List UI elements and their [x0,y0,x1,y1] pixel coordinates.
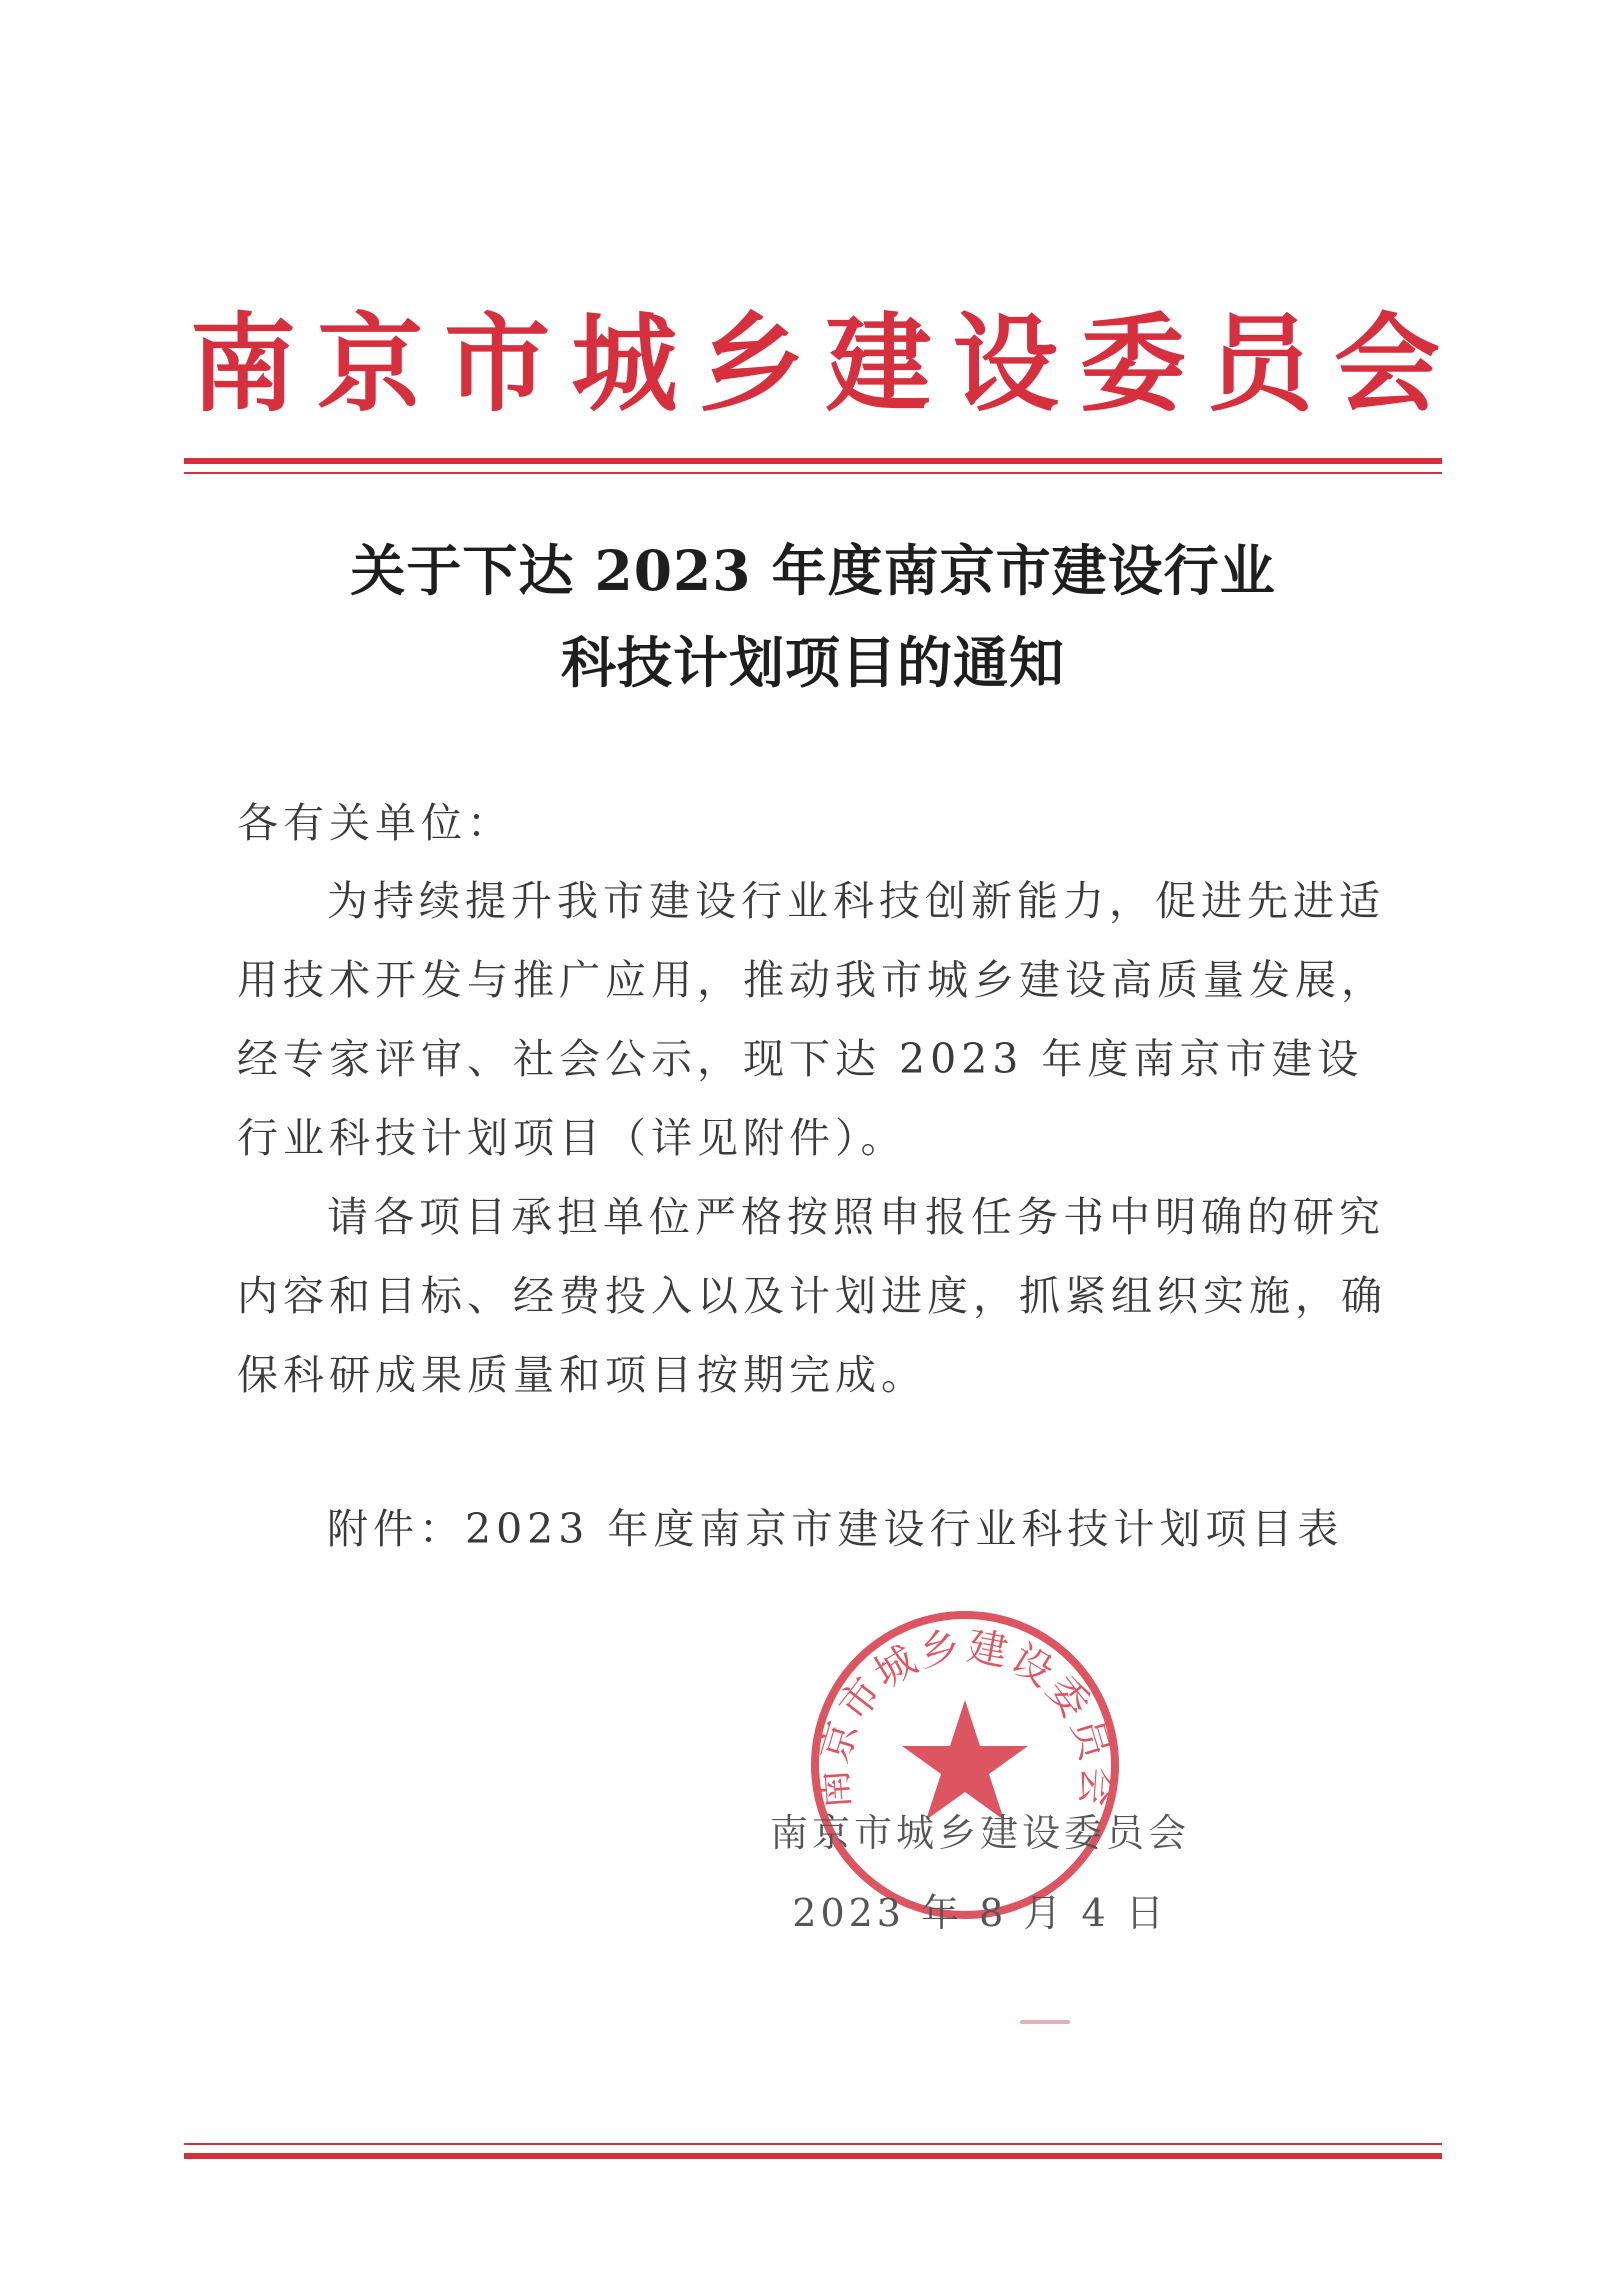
scan-mark [1020,2020,1070,2024]
header-char: 建 [825,303,932,426]
document-title-line-2: 科技计划项目的通知 [560,630,1065,695]
header-divider-thin [184,472,1442,474]
header-char: 设 [952,303,1059,426]
header-char: 员 [1206,303,1313,426]
signature-organization: 南京市城乡建设委员会 [769,1811,1190,1855]
header-organization-name [190,300,1440,430]
header-char: 城 [571,303,678,426]
attachment-line: 附件：2023 年度南京市建设行业科技计划项目表 [327,1505,1344,1553]
footer-divider-thin [184,2143,1442,2145]
body-paragraph-2: 请各项目承担单位严格按照申报任务书中明确的研究内容和目标、经费投入以及计划进度，抓紧组织实施，确保科研成果质量和项目按期完成。 [237,1193,1387,1399]
header-char: 市 [444,303,551,426]
seal-text: 南京市城乡建设委员会 [809,1623,1121,1811]
body-paragraph-1: 为持续提升我市建设行业科技创新能力，促进先进适用技术开发与推广应用，推动我市城乡建设高质量发展，经专家评审、社会公示，现下达 2023 年度南京市建设行业科技计划项目（详见附件）。 [237,877,1387,1162]
footer-divider-thick [184,2153,1442,2159]
header-char: 乡 [698,303,805,426]
document-title-line-1: 关于下达 2023 年度南京市建设行业 [350,538,1276,603]
header-char: 南 [190,303,296,426]
header-char: 京 [317,303,424,426]
official-seal [800,1600,1130,1930]
header-divider-thick [184,458,1442,464]
header-char: 会 [1333,303,1440,426]
salutation: 各有关单位： [237,799,513,847]
header-char: 委 [1079,303,1186,426]
signature-date: 2023 年 8 月 4 日 [792,1891,1168,1935]
